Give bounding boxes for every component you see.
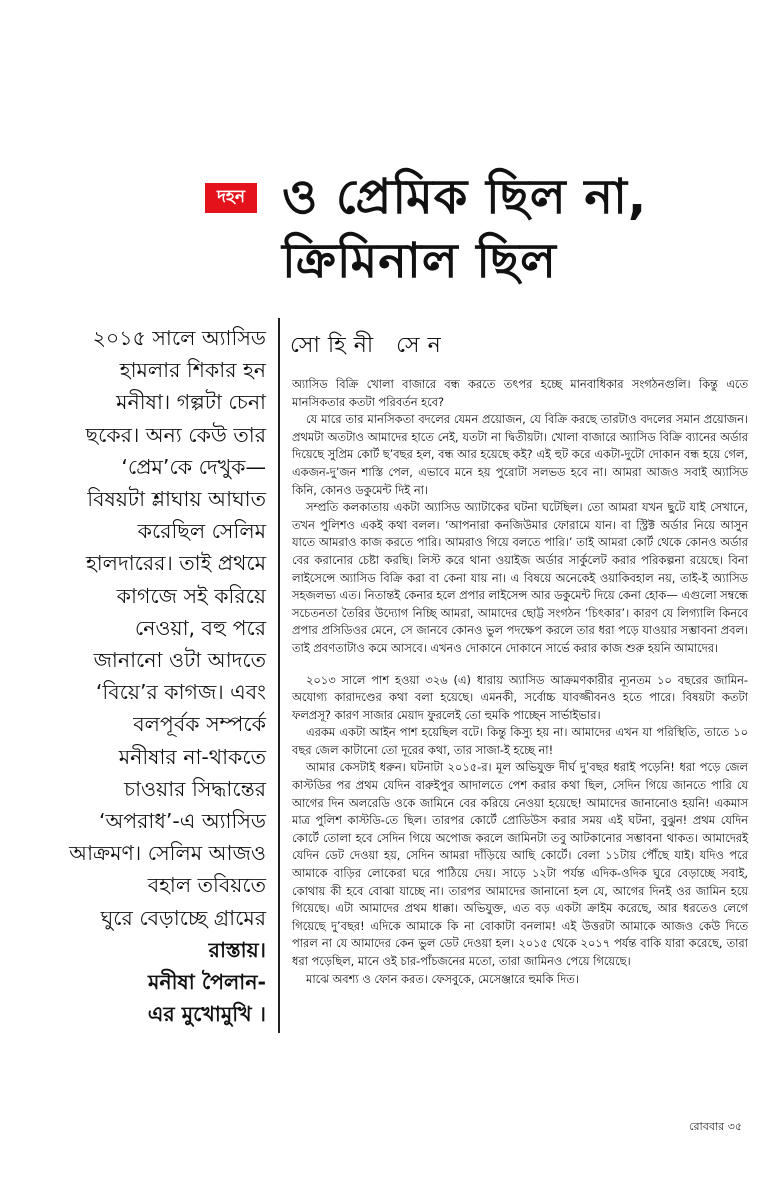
page-footer: রোববার ৩৫ (689, 1120, 742, 1133)
byline: সোহিনী সেন (290, 333, 449, 358)
headline-line-2: ক্রিমিনাল ছিল (282, 233, 557, 289)
pull-quote-line: আক্রমণ। সেলিম আজও (69, 841, 266, 866)
pull-quote-line: বিষয়টা শ্লাঘায় আঘাত (87, 487, 266, 512)
article-paragraph: ২০১৩ সালে পাশ হওয়া ৩২৬ (এ) ধারায় অ্যাসিড আক্রমণকারীর ন্যূনতম ১০ বছরের জামিন-অযোগ্য কারাদণ্ডের কথা বলা হয়েছে। এমনকী, সর্বোচ্চ যাবজ্জীবনও হতে পারে। বিষয়টা কতটা ফলপ্রসূ? কারণ সাজার মেয়াদ ফুরলেই তো হুমকি পাচ্ছেন সার্ভাইভার। (292, 672, 748, 722)
pull-quote-line: বলপূর্বক সম্পর্কে (133, 712, 266, 737)
pull-quote-line: করেছিল সেলিম (137, 519, 266, 544)
pull-quote-line: মনীষার না-থাকতে (118, 744, 266, 769)
pull-quote-line: ঘুরে বেড়াচ্ছে গ্রামের (100, 905, 266, 930)
pull-quote-line: হালদারের। তাই প্রথমে (85, 551, 266, 576)
pull-quote-line: জানানো ওটা আদতে (93, 648, 266, 673)
article-paragraph: এরকম একটা আইন পাশ হয়েছিল বটে। কিন্তু কিস্যু হয় না। আমাদের এখন যা পরিস্থিতি, তাতে ১০ বছর জেল কাটানো তো দূরের কথা, তার সাজা-ই হচ্ছে না! (292, 725, 748, 757)
pull-quote-line: মনীষা পৈলান- (147, 970, 266, 995)
pull-quote-line: ২০১৫ সালে অ্যাসিড (92, 326, 266, 350)
column-divider (278, 318, 280, 1033)
pull-quote-line: ‘অপরাধ’-এ অ্যাসিড (98, 809, 266, 834)
pull-quote-line: নেওয়া, বহু পরে (134, 615, 266, 640)
article-paragraph: মাঝে অবশ্য ও ফোন করত। ফেসবুকে, মেসেঞ্জারে হুমকি দিত। (306, 971, 579, 986)
pull-quote-line: চাওয়ার সিদ্ধান্তের (124, 776, 266, 801)
pull-quote-line: মনীষা। গল্পটা চেনা (116, 390, 266, 415)
pull-quote-line: বহাল তবিয়তে (147, 873, 266, 898)
pull-quote-line: ‘প্রেম’কে দেখুক— (121, 454, 266, 479)
article-paragraph: আমার কেসটাই ধরুন। ঘটনাটা ২০১৫-র। মূল অভিযুক্ত দীর্ঘ দু’বছর ধরাই পড়েনি! ধরা পড়ে জেল কাস্টডির পর প্রথম যেদিন বারুইপুর আদালতে পেশ করার কথা ছিল, সেদিন গিয়ে জানতে পারি যে আগের দিন অলরেডি ওকে জামিনে বের করিয়ে নেওয়া হয়েছে! আমাদের জানানোও হয়নি! একমাস মাত্র পুলিশ কাস্টডি-তে ছিল। তারপর কোর্টে প্রোডিউস করার সময় এই ঘটনা, বুঝুন! প্রথম যেদিন কোর্টে তোলা হবে সেদিন গিয়ে অপোজ করলে জামিনটা তবু আটকানোর সম্ভাবনা থাকত। আমাদেরই যেদিন ডেট দেওয়া হয়, সেদিন আমরা দাঁড়িয়ে আছি কোর্টে। বেলা ১১টায় পৌঁছে যাই। যদিও পরে আমাকে বাড়ির লোকেরা ঘরে পাঠিয়ে দেয়। সাড়ে ১২টা পর্যন্ত এদিক-ওদিক ঘুরে বেড়াচ্ছে সবাই, কোথায় কী হবে বোঝা যাচ্ছে না। তারপর আমাদের জানানো হল যে, আগের দিনই ওর জামিন হয়ে গিয়েছে। এটা আমাদের প্রথম ধাক্কা। অভিযুক্ত, এত বড় একটা ক্রাইম করেছে, আর ধরতেও লেগে গিয়েছে দু’বছর! এদিকে আমাকে কি না বোকাটা বনলাম! এই উত্তরটা আমাকে আজও কেউ দিতে পারল না যে আমাদের কেন ভুল ডেট দেওয়া হল। ২০১৫ থেকে ২০১৭ পর্যন্ত বাকি যারা করেছে, তারা ধরা পড়েছিল, মানে ওই চার-পাঁচজনের মতো, তারা জামিনও পেয়ে গিয়েছে। (292, 760, 749, 968)
section-tag: দহন (205, 183, 257, 213)
pull-quote (58, 322, 266, 1030)
headline-line-1: ও প্রেমিক ছিল না, (282, 169, 648, 225)
article-paragraph: অ্যাসিড বিক্রি খোলা বাজারে বন্ধ করতে তৎপর হচ্ছে মানবাধিকার সংগঠনগুলি। কিন্তু এতে মানসিকতার কতটা পরিবর্তন হবে? (292, 377, 748, 409)
headline (282, 165, 752, 293)
pull-quote-line: ছকের। অন্য কেউ তার (85, 422, 266, 447)
pull-quote-line: ‘বিয়ে’র কাগজ। এবং (95, 680, 266, 705)
article-paragraph: যে মারে তার মানসিকতা বদলের যেমন প্রয়োজন, যে বিক্রি করছে তারটাও বদলের সমান প্রয়োজন। প্রথমটা অতটাও আমাদের হাতে নেই, যতটা না দ্বিতীয়টা। খোলা বাজারে অ্যাসিড বিক্রি ব্যানের অর্ডার দিয়েছে সুপ্রিম কোর্ট ছ’বছর হল, বন্ধ আর হয়েছে কই? এই হুট করে একটা-দুটো দোকান বন্ধ হয়ে গেল, একজন-দু’জন শাস্তি পেল, এভাবে মনে হয় পুরোটা সলভড হবে না। আমরা আজও সবাই অ্যাসিড কিনি, কোনও ডকুমেন্ট দিই না। (292, 412, 748, 497)
article-paragraph: সম্প্রতি কলকাতায় একটা অ্যাসিড অ্যাটাকের ঘটনা ঘটেছিল। তো আমরা যখন ছুটে যাই সেখানে, তখন পুলিশও একই কথা বলল। ‘আপনারা কনজিউমার ফোরামে যান। বা স্ট্রিক্ট অর্ডার নিয়ে আসুন যাতে আমরাও কাজ করতে পারি। আমরাও গিয়ে বলতে পারি।’ তাই আমরা কোর্ট থেকে কোনও অর্ডার বের করানোর চেষ্টা করছি। লিস্ট করে থানা ওয়াইজ অর্ডার সার্কুলেট করার পরিকল্পনা রয়েছে। বিনা লাইসেন্সে অ্যাসিড বিক্রি করা বা কেনা যায় না। এ বিষয়ে অনেকেই ওয়াকিবহাল নয়, তাই-ই অ্যাসিড সহজলভ্য এত। নিতান্তই কেনার হলে প্রপার লাইসেন্স আর ডকুমেন্ট দিয়ে কেনা হোক— এগুলো সম্বন্ধে সচেতনতা তৈরির উদ্যোগ নিচ্ছি আমরা, আমাদের ছোট্ট সংগঠন ‘চিৎকার’। কারণ যে লিগ্যালি কিনবে প্রপার প্রসিডিওর মেনে, সে জানবে কোনও ভুল পদক্ষেপ করলে তার ধরা পড়ে যাওয়ার সম্ভাবনা প্রবল। তাই প্রবণতাটাও কমে আসবে। এখনও দোকানে দোকানে সার্ভে করার কাজ শুরু হয়নি আমাদের। (292, 500, 748, 655)
pull-quote-line: হামলার শিকার হন (119, 358, 266, 383)
pull-quote-line: কাগজে সই করিয়ে (116, 583, 266, 608)
article-body (292, 376, 748, 988)
pull-quote-line: রাস্তায়। (208, 937, 266, 962)
pull-quote-line: এর মুখোমুখি । (147, 1002, 266, 1027)
